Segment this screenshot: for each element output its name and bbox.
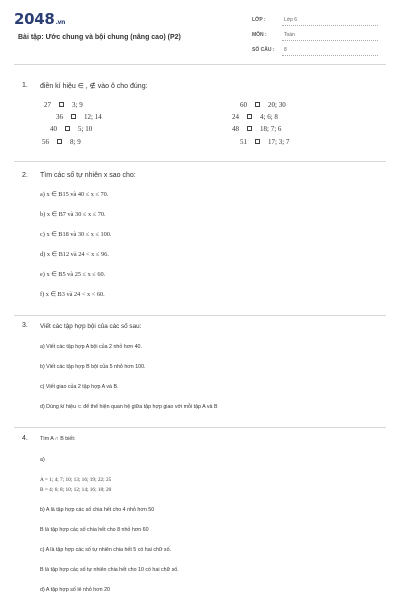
compare-set: 18; 7; 6 bbox=[260, 125, 282, 133]
answer-box[interactable] bbox=[255, 139, 260, 144]
compare-row bbox=[240, 101, 286, 109]
compare-set: 20; 30 bbox=[268, 101, 286, 109]
answer-box[interactable] bbox=[65, 126, 70, 131]
divider bbox=[14, 161, 386, 162]
compare-value: 40 bbox=[50, 125, 57, 133]
info-value: Toán bbox=[284, 32, 295, 38]
compare-set: 17; 3; 7 bbox=[268, 138, 290, 146]
info-subject bbox=[252, 29, 378, 41]
answer-box[interactable] bbox=[255, 102, 260, 107]
question-text: Tìm A ∩ B biết: bbox=[40, 436, 76, 442]
question-sublabel: a) bbox=[40, 457, 45, 463]
answer-box[interactable] bbox=[247, 114, 252, 119]
logo-suffix: .vn bbox=[55, 19, 66, 26]
info-underline bbox=[282, 25, 378, 26]
compare-value: 24 bbox=[232, 113, 239, 121]
compare-set: 8; 9 bbox=[70, 138, 81, 146]
question-item: a) x ∈ B15 và 40 ≤ x ≤ 70. bbox=[40, 191, 109, 198]
question-item: b) Viết các tập hợp B bội của 5 nhỏ hơn 100. bbox=[40, 364, 146, 370]
question-number: 1. bbox=[22, 82, 28, 89]
compare-row bbox=[56, 113, 102, 121]
question-item: d) Dùng kí hiệu ⊂ để thể hiện quan hệ giữa tập hợp giao với mỗi tập A và B bbox=[40, 404, 218, 410]
info-value: 8 bbox=[284, 47, 287, 53]
info-label: SỐ CÂU : bbox=[252, 47, 275, 53]
question-number: 2. bbox=[22, 172, 28, 179]
answer-box[interactable] bbox=[57, 139, 62, 144]
question-item: a) Viết các tập hợp A bội của 2 nhỏ hơn 40. bbox=[40, 344, 142, 350]
question-item: b) A là tập hợp các số chia hết cho 4 nhỏ hơn 50 bbox=[40, 507, 155, 513]
question-text: điền kí hiệu ∈ , ∉ vào ô cho đúng: bbox=[40, 83, 148, 90]
info-class bbox=[252, 14, 378, 26]
compare-set: 3; 9 bbox=[72, 101, 83, 109]
question-item: B là tập hợp các số chia hết cho 8 nhỏ hơn 60 bbox=[40, 527, 149, 533]
divider bbox=[14, 64, 386, 65]
compare-row bbox=[232, 125, 281, 133]
set-a: A = 1; 4; 7; 10; 13; 16; 19; 22; 25 bbox=[40, 477, 112, 483]
compare-value: 51 bbox=[240, 138, 247, 146]
question-item: d) A tập hợp số lẻ nhỏ hơn 20 bbox=[40, 587, 110, 593]
compare-value: 36 bbox=[56, 113, 63, 121]
question-item: d) x ∈ B12 và 24 < x ≤ 96. bbox=[40, 251, 109, 258]
compare-value: 56 bbox=[42, 138, 49, 146]
info-underline bbox=[282, 40, 378, 41]
question-item: B là tập hợp các số tự nhiên chia hết cho 10 có hai chữ số. bbox=[40, 567, 179, 573]
answer-box[interactable] bbox=[71, 114, 76, 119]
question-item: e) x ∈ B5 và 25 ≤ x ≤ 60. bbox=[40, 271, 106, 278]
site-logo[interactable] bbox=[14, 10, 65, 28]
info-label: LỚP : bbox=[252, 17, 266, 23]
question-item: c) x ∈ B18 và 30 ≤ x ≤ 100. bbox=[40, 231, 112, 238]
compare-value: 60 bbox=[240, 101, 247, 109]
question-item: c) Viết giao của 2 tập hợp A và B. bbox=[40, 384, 119, 390]
compare-row bbox=[232, 113, 278, 121]
question-item: c) A là tập hợp các số tự nhiên chia hết 5 có hai chữ số. bbox=[40, 547, 171, 553]
info-underline bbox=[282, 55, 378, 56]
answer-box[interactable] bbox=[59, 102, 64, 107]
set-b: B = 4; 6; 8; 10; 12; 14; 16; 18; 20 bbox=[40, 487, 112, 493]
info-value: Lớp 6 bbox=[284, 17, 298, 23]
compare-row bbox=[240, 138, 289, 146]
divider bbox=[14, 427, 386, 428]
compare-set: 5; 10 bbox=[78, 125, 93, 133]
info-question-count bbox=[252, 44, 378, 56]
compare-row bbox=[50, 125, 92, 133]
compare-value: 48 bbox=[232, 125, 239, 133]
compare-value: 27 bbox=[44, 101, 51, 109]
question-number: 3. bbox=[22, 322, 28, 329]
info-label: MÔN : bbox=[252, 32, 267, 38]
answer-box[interactable] bbox=[247, 126, 252, 131]
question-number: 4. bbox=[22, 435, 28, 442]
page-title: Bài tập: Ước chung và bội chung (nâng cao) (P2) bbox=[18, 34, 181, 41]
logo-text: 2048 bbox=[14, 10, 55, 28]
question-item: f) x ∈ B3 và 24 < x < 60. bbox=[40, 291, 105, 298]
question-text: Tìm các số tự nhiên x sao cho: bbox=[40, 172, 136, 179]
compare-set: 4; 6; 8 bbox=[260, 113, 278, 121]
question-item: b) x ∈ B7 và 30 ≤ x ≤ 70. bbox=[40, 211, 106, 218]
compare-row bbox=[44, 101, 83, 109]
divider bbox=[14, 315, 386, 316]
compare-set: 12; 14 bbox=[84, 113, 102, 121]
compare-row bbox=[42, 138, 81, 146]
question-text: Viết các tập hợp bội của các số sau: bbox=[40, 323, 142, 330]
